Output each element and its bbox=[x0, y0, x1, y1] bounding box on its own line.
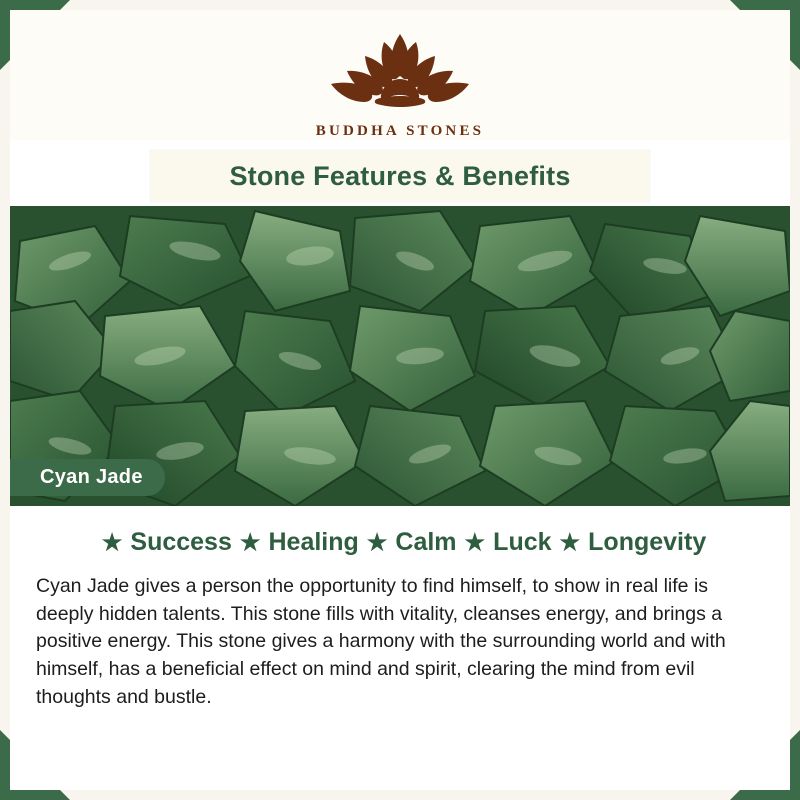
hero-image bbox=[10, 206, 790, 506]
stone-name-badge: Cyan Jade bbox=[10, 459, 165, 496]
brand-header bbox=[10, 10, 790, 140]
description-text: Cyan Jade gives a person the opportunity to find himself, to show in real life is deeply hidden talents. This stone fills with vitality, cleanses energy, and brings a positive energy. This stone gives a harmony with the surrounding world and with himself, has a beneficial effect on mind and spirit, clearing the mind from evil thoughts and bustle. bbox=[36, 575, 726, 708]
benefits-row bbox=[10, 506, 790, 563]
star-icon: ★ bbox=[101, 529, 123, 555]
star-icon: ★ bbox=[239, 529, 261, 555]
benefit-success: Success bbox=[130, 528, 232, 556]
benefit-luck: Luck bbox=[493, 528, 552, 556]
benefit-longevity: Longevity bbox=[588, 528, 707, 556]
star-icon: ★ bbox=[559, 529, 581, 555]
star-icon: ★ bbox=[366, 529, 388, 555]
star-icon: ★ bbox=[464, 529, 486, 555]
benefits-line bbox=[94, 528, 706, 557]
title-banner bbox=[10, 150, 790, 202]
lotus-meditation-figure-icon bbox=[10, 28, 790, 119]
content-card bbox=[10, 10, 790, 790]
benefit-calm: Calm bbox=[395, 528, 457, 556]
title-bar bbox=[150, 150, 650, 202]
page-title: Stone Features & Benefits bbox=[229, 160, 571, 191]
brand-name: BUDDHA STONES bbox=[315, 123, 485, 139]
benefit-healing: Healing bbox=[268, 528, 359, 556]
